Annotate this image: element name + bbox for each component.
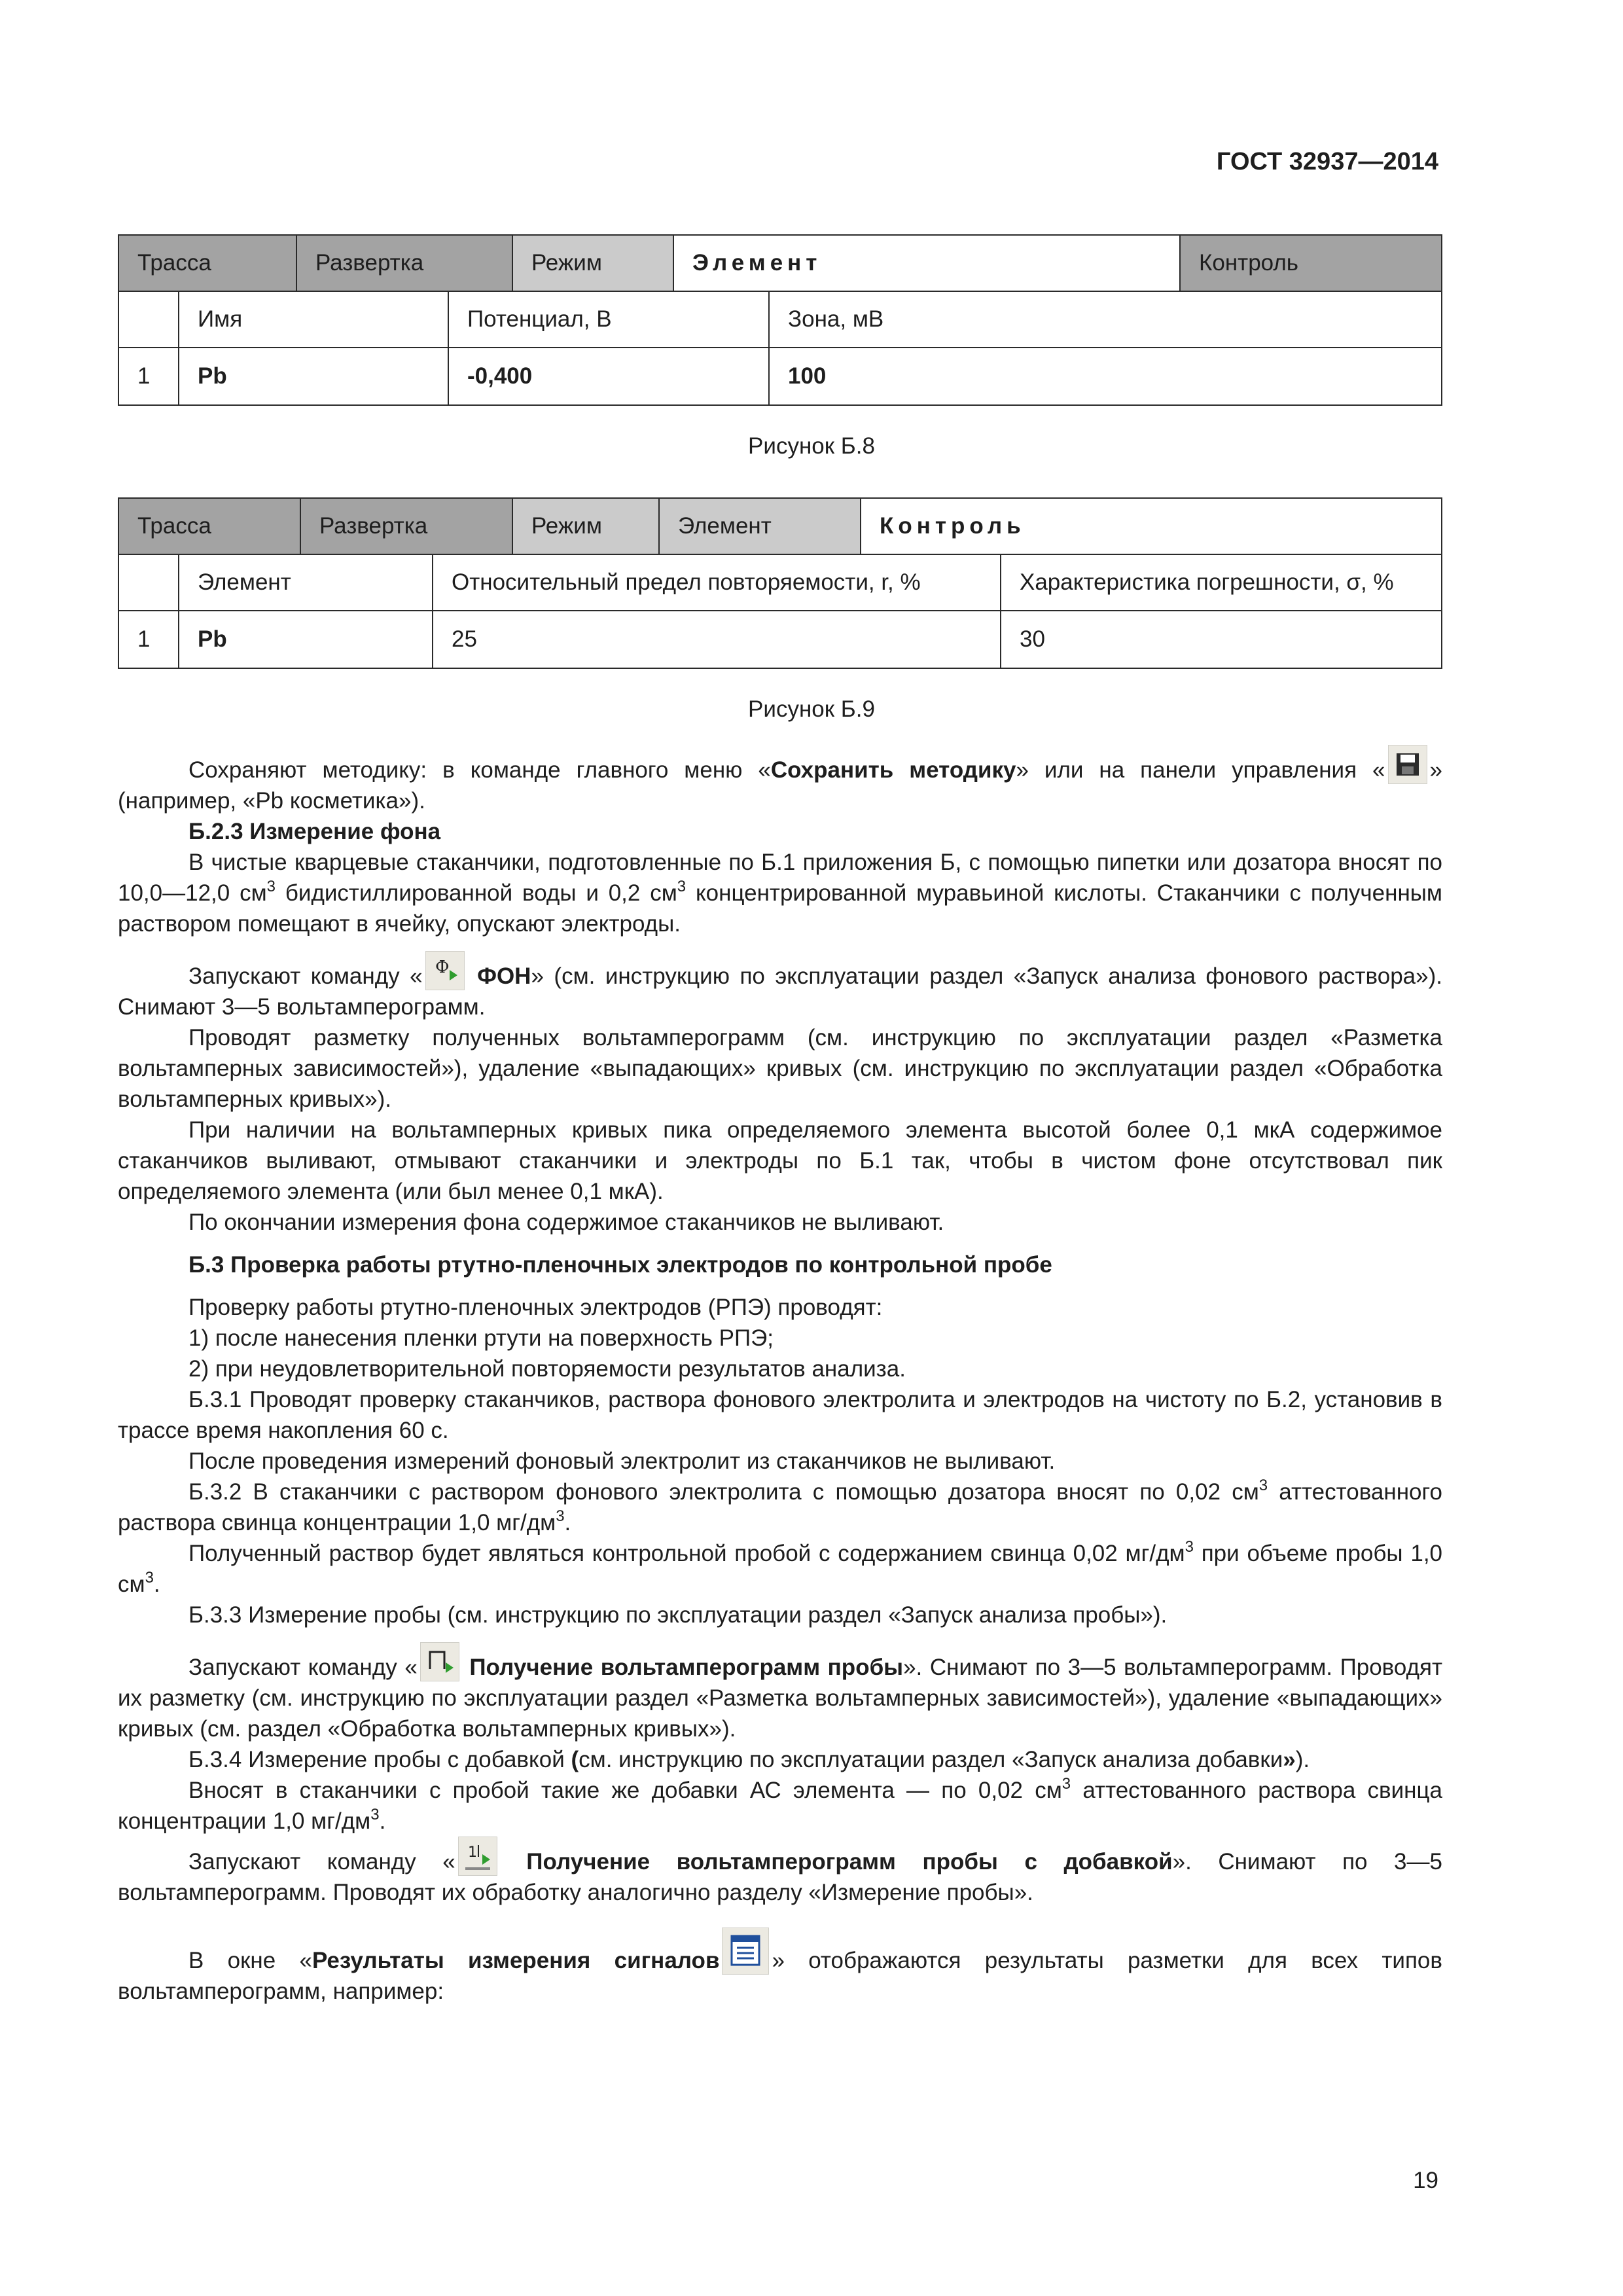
list-item: 2) при неудовлетворительной повторяемости результатов анализа. bbox=[188, 1356, 906, 1382]
column-header-zone: Зона, мВ bbox=[788, 306, 884, 332]
svg-text:Ф: Ф bbox=[435, 958, 450, 977]
heading-b23: Б.2.3 Измерение фона bbox=[188, 819, 441, 844]
command-probe-with-addition: Получение вольтамперограмм пробы с добавкой bbox=[499, 1849, 1173, 1874]
table-header-row bbox=[119, 555, 1441, 611]
text: Вносят в стаканчики с пробой такие же добавки АС элемента — по 0,02 см bbox=[188, 1778, 1062, 1803]
text: Запускают команду « bbox=[188, 963, 423, 989]
cell-index: 1 bbox=[119, 348, 179, 404]
text: Б.3.4 Измерение пробы с добавкой bbox=[188, 1747, 571, 1772]
results-window-icon bbox=[722, 1928, 769, 1975]
text: . bbox=[379, 1808, 386, 1834]
addition-run-icon bbox=[458, 1837, 497, 1876]
tab-element[interactable]: Элемент bbox=[660, 499, 861, 554]
text: . bbox=[153, 1571, 160, 1597]
probe-run-icon bbox=[420, 1642, 459, 1681]
superscript: 3 bbox=[370, 1806, 380, 1823]
figure-b9-table bbox=[118, 497, 1442, 669]
superscript: 3 bbox=[677, 878, 687, 895]
cell-index: 1 bbox=[119, 611, 179, 668]
text: Запускают команду « bbox=[188, 1655, 418, 1680]
column-header-potential: Потенциал, В bbox=[449, 292, 770, 347]
text: » (например, «Pb косметика»). bbox=[118, 757, 1442, 814]
text: аттестованного раствора свинца концентрации 1,0 мг/дм bbox=[118, 1479, 1442, 1535]
paragraph-b34 bbox=[118, 1744, 1442, 1775]
cell-name[interactable]: Pb bbox=[179, 348, 449, 404]
text: ( bbox=[571, 1747, 579, 1772]
tab-element-active[interactable]: Элемент bbox=[674, 236, 1181, 291]
superscript: 3 bbox=[266, 878, 276, 895]
tab-bar bbox=[119, 236, 1441, 292]
cell-element[interactable]: Pb bbox=[179, 611, 433, 668]
body-text bbox=[118, 745, 1442, 2007]
column-header-element: Элемент bbox=[179, 555, 433, 610]
paragraph-peak: При наличии на вольтамперных кривых пика определяемого элемента высотой более 0,1 мкА содержимое стаканчиков выливают, отмывают стаканчики и электроды по Б.1 так, чтобы в чистом фоне отсутствовал пик определяемого элемента (или был менее 0,1 мкА). bbox=[118, 1117, 1442, 1204]
table-row bbox=[119, 348, 1441, 404]
superscript: 3 bbox=[556, 1507, 565, 1525]
paragraph-run-addition bbox=[118, 1837, 1442, 1908]
column-header-index bbox=[119, 292, 179, 347]
tab-razvertka[interactable]: Развертка bbox=[297, 236, 513, 291]
paragraph-b31-after: После проведения измерений фоновый электролит из стаканчиков не выливают. bbox=[188, 1448, 1056, 1474]
paragraph-end-background: По окончании измерения фона содержимое стаканчиков не выливают. bbox=[188, 1210, 944, 1235]
superscript: 3 bbox=[1185, 1538, 1194, 1556]
paragraph-results-window bbox=[118, 1928, 1442, 2007]
text: В окне « bbox=[188, 1948, 312, 1973]
tab-kontrol[interactable]: Контроль bbox=[1181, 236, 1441, 291]
paragraph-b23 bbox=[118, 847, 1442, 939]
table-header-row bbox=[119, 292, 1441, 348]
text: ». Снимают по 3—5 вольтамперограмм. Проводят их обработку аналогично разделу «Измерение пробы». bbox=[118, 1849, 1442, 1905]
column-header-name: Имя bbox=[179, 292, 449, 347]
paragraph-b31: Б.3.1 Проводят проверку стаканчиков, раствора фонового электролита и электродов на чистоту по Б.2, установив в трассе время накопления 60 с. bbox=[118, 1387, 1442, 1443]
text: Сохраняют методику: в команде главного меню « bbox=[188, 757, 771, 783]
text: Полученный раствор будет являться контрольной пробой с содержанием свинца 0,02 мг/дм bbox=[188, 1541, 1185, 1566]
text: » bbox=[1283, 1747, 1296, 1772]
standard-number: ГОСТ 32937—2014 bbox=[1216, 148, 1438, 175]
superscript: 3 bbox=[1258, 1477, 1268, 1494]
paragraph-control-sample bbox=[118, 1538, 1442, 1600]
paragraph-b33: Б.3.3 Измерение пробы (см. инструкцию по эксплуатации раздел «Запуск анализа пробы»). bbox=[188, 1602, 1168, 1628]
text: бидистиллированной воды и 0,2 см bbox=[276, 880, 677, 906]
text: Запускают команду « bbox=[188, 1849, 455, 1874]
column-header-error: Характеристика погрешности, σ, % bbox=[1020, 569, 1394, 595]
figure-b8-table bbox=[118, 234, 1442, 406]
superscript: 3 bbox=[145, 1569, 154, 1587]
superscript: 3 bbox=[1061, 1775, 1071, 1793]
paragraph-run-probe bbox=[118, 1642, 1442, 1744]
tab-kontrol-active[interactable]: Контроль bbox=[861, 499, 1441, 554]
cell-zone[interactable]: 100 bbox=[788, 363, 827, 389]
text: см. инструкцию по эксплуатации раздел «Запуск анализа добавки bbox=[579, 1747, 1283, 1772]
figure-b9-caption: Рисунок Б.9 bbox=[748, 696, 875, 722]
table-row bbox=[119, 611, 1441, 668]
cell-error[interactable]: 30 bbox=[1020, 626, 1045, 652]
paragraph-b32 bbox=[118, 1477, 1442, 1538]
text: ». Снимают по 3—5 вольтамперограмм. Проводят их разметку (см. инструкцию по эксплуатации раздел «Разметка вольтамперных зависимостей»), удаление «выпадающих» кривых (см. раздел «Обработка вольтамперных кривых»). bbox=[118, 1655, 1442, 1742]
text: при объеме пробы 1,0 см bbox=[118, 1541, 1443, 1597]
text: В чистые кварцевые стаканчики, подготовленные по Б.1 приложения Б, с помощью пипетки или дозатора вносят по 10,0—12,0 см bbox=[118, 850, 1442, 906]
page-number: 19 bbox=[1413, 2168, 1438, 2193]
paragraph-markup: Проводят разметку полученных вольтамперограмм (см. инструкцию по эксплуатации раздел «Разметка вольтамперных зависимостей»), удаление «выпадающих» кривых (см. инструкцию по эксплуатации раздел «Обработка вольтамперных кривых»). bbox=[118, 1025, 1442, 1112]
command-fon: ФОН bbox=[467, 963, 531, 989]
text: ). bbox=[1295, 1747, 1310, 1772]
paragraph-save-method bbox=[118, 745, 1442, 816]
paragraph-additions bbox=[118, 1775, 1442, 1837]
list-item: 1) после нанесения пленки ртути на поверхность РПЭ; bbox=[188, 1325, 774, 1351]
tab-rezhim[interactable]: Режим bbox=[513, 499, 660, 554]
column-header-index bbox=[119, 555, 179, 610]
text: . bbox=[564, 1510, 571, 1535]
command-probe: Получение вольтамперограмм пробы bbox=[461, 1655, 904, 1680]
tab-trassa[interactable]: Трасса bbox=[119, 499, 301, 554]
heading-b3: Б.3 Проверка работы ртутно-пленочных электродов по контрольной пробе bbox=[188, 1252, 1052, 1278]
paragraph-run-background bbox=[118, 951, 1442, 1022]
background-run-icon bbox=[425, 951, 465, 990]
text: Б.3.2 В стаканчики с раствором фонового электролита с помощью дозатора вносят по 0,02 см bbox=[188, 1479, 1259, 1505]
tab-rezhim[interactable]: Режим bbox=[513, 236, 674, 291]
window-results-title: Результаты измерения сигналов bbox=[312, 1948, 720, 1973]
text: » отображаются результаты разметки для всех типов вольтамперограмм, например: bbox=[118, 1948, 1442, 2004]
cell-repeatability[interactable]: 25 bbox=[433, 611, 1001, 668]
text: аттестованного раствора свинца концентрации 1,0 мг/дм bbox=[118, 1778, 1442, 1834]
column-header-repeatability: Относительный предел повторяемости, r, % bbox=[433, 555, 1001, 610]
text: » (см. инструкцию по эксплуатации раздел «Запуск анализа фонового раствора»). Снимают 3—5 вольтамперограмм. bbox=[118, 963, 1442, 1020]
text: » или на панели управления « bbox=[1016, 757, 1385, 783]
save-floppy-icon bbox=[1388, 745, 1427, 784]
tab-trassa[interactable]: Трасса bbox=[119, 236, 297, 291]
menu-command-save-method: Сохранить методику bbox=[770, 757, 1016, 783]
tab-bar bbox=[119, 499, 1441, 555]
paragraph-b3-intro: Проверку работы ртутно-пленочных электродов (РПЭ) проводят: bbox=[188, 1295, 883, 1320]
cell-potential[interactable]: -0,400 bbox=[449, 348, 770, 404]
text: концентрированной муравьиной кислоты. Стаканчики с полученным раствором помещают в ячейку, опускают электроды. bbox=[118, 880, 1442, 937]
tab-razvertka[interactable]: Развертка bbox=[301, 499, 513, 554]
svg-text:1: 1 bbox=[467, 1844, 477, 1861]
figure-b8-caption: Рисунок Б.8 bbox=[748, 433, 875, 459]
